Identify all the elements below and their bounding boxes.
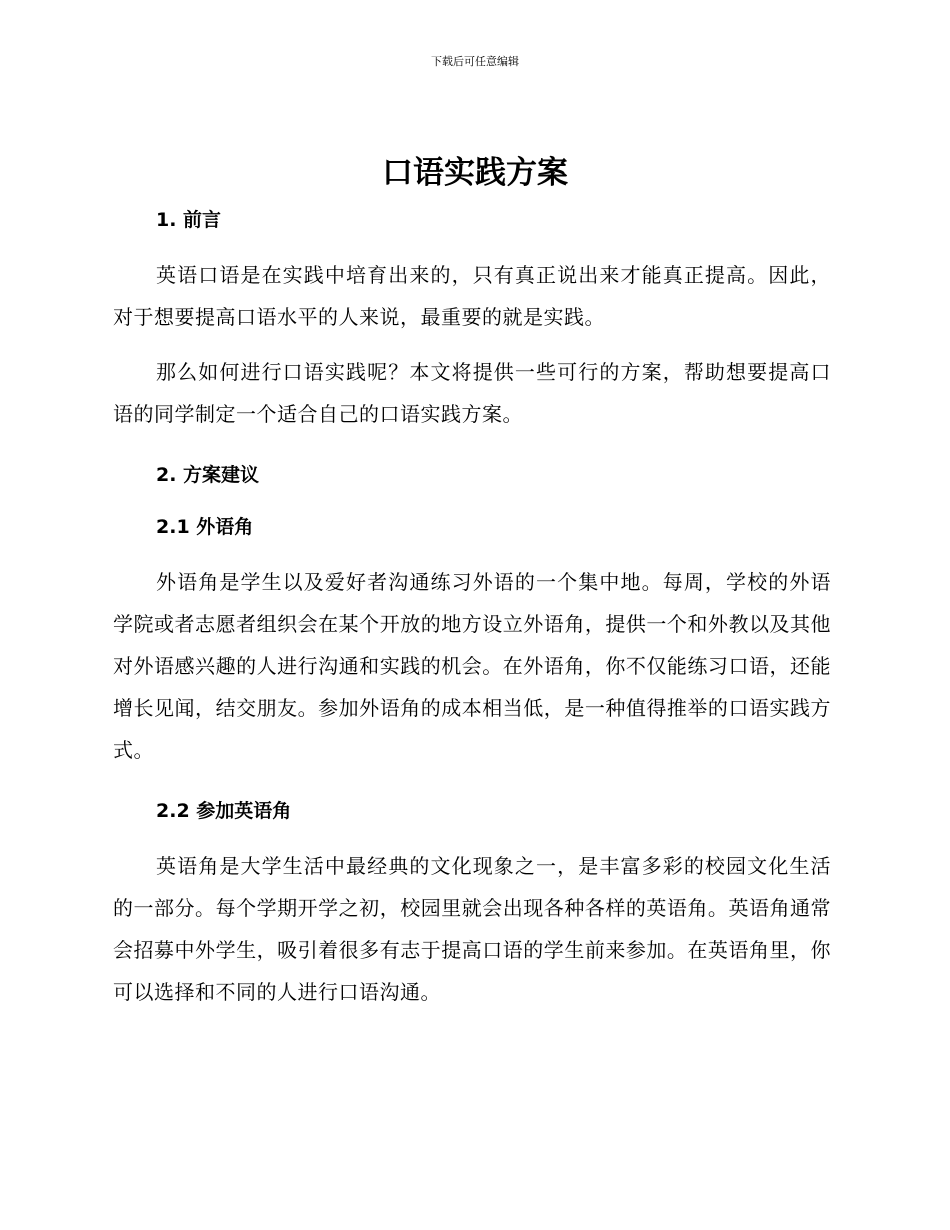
heading-foreign-language-corner: 2.1 外语角 xyxy=(156,516,254,538)
foreign-language-corner-paragraph: 外语角是学生以及爱好者沟通练习外语的一个集中地。每周，学校的外语学院或者志愿者组织会在某个开放的地方设立外语角，提供一个和外教以及其他对外语感兴趣的人进行沟通和实践的机会。在外语角，你不仅能练习口语，还能增长见闻，结交朋友。参加外语角的成本相当低，是一种值得推举的口语实践方式。 xyxy=(113,570,831,762)
header-note: 下载后可任意编辑 xyxy=(431,55,519,68)
english-corner-paragraph: 英语角是大学生活中最经典的文化现象之一，是丰富多彩的校园文化生活的一部分。每个学期开学之初，校园里就会出现各种各样的英语角。英语角通常会招募中外学生，吸引着很多有志于提高口语的学生前来参加。在英语角里，你可以选择和不同的人进行口语沟通。 xyxy=(113,854,831,1004)
preface-paragraph-2: 那么如何进行口语实践呢？本文将提供一些可行的方案，帮助想要提高口语的同学制定一个适合自己的口语实践方案。 xyxy=(113,360,831,426)
page-title: 口语实践方案 xyxy=(382,155,568,191)
heading-preface: 1. 前言 xyxy=(156,209,222,231)
document-body xyxy=(113,202,831,1026)
heading-english-corner: 2.2 参加英语角 xyxy=(156,800,292,822)
preface-paragraph-1: 英语口语是在实践中培育出来的，只有真正说出来才能真正提高。因此，对于想要提高口语水平的人来说，最重要的就是实践。 xyxy=(113,263,831,329)
heading-suggestions: 2. 方案建议 xyxy=(156,464,260,486)
